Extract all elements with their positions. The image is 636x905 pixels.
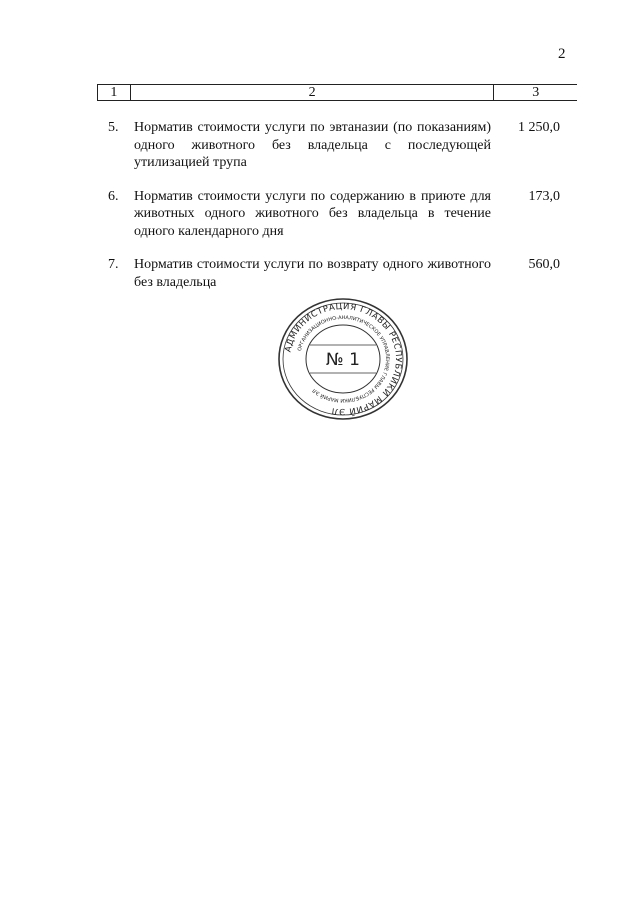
item-text: Норматив стоимости услуги по эвтаназии (по показаниям) одного животного без владельца с последующей утилизацией трупа (134, 120, 491, 170)
table-header (97, 84, 577, 101)
column-header-3: 3 (494, 85, 577, 101)
item-value: 173,0 (528, 188, 560, 204)
official-seal (276, 297, 410, 421)
seal-outer-text: АДМИНИСТРАЦИЯ ГЛАВЫ РЕСПУБЛИКИ МАРИЙ ЭЛ (283, 301, 404, 417)
seal-center-number: № 1 (326, 350, 360, 370)
item-number: 6. (108, 188, 119, 204)
item-text: Норматив стоимости услуги по возврату одного животного без владельца (134, 257, 491, 290)
page-number: 2 (558, 46, 566, 62)
column-header-2: 2 (130, 85, 494, 101)
item-number: 5. (108, 120, 119, 135)
item-text: Норматив стоимости услуги по содержанию в приюте для животных одного животного без владельца в течение одного календарного дня (134, 188, 491, 239)
item-value: 560,0 (528, 257, 560, 272)
list-item (108, 256, 568, 291)
table-header-row (98, 85, 578, 101)
list-item (108, 119, 568, 172)
seal-inner-text: ОРГАНИЗАЦИОННО-АНАЛИТИЧЕСКОЕ УПРАВЛЕНИЕ ГЛАВЫ РЕСПУБЛИКИ МАРИЙ ЭЛ (296, 314, 391, 404)
list-item (108, 188, 568, 241)
items-list (108, 119, 568, 291)
item-number: 7. (108, 257, 119, 272)
item-value: 1 250,0 (518, 120, 560, 135)
column-header-1: 1 (98, 85, 131, 101)
